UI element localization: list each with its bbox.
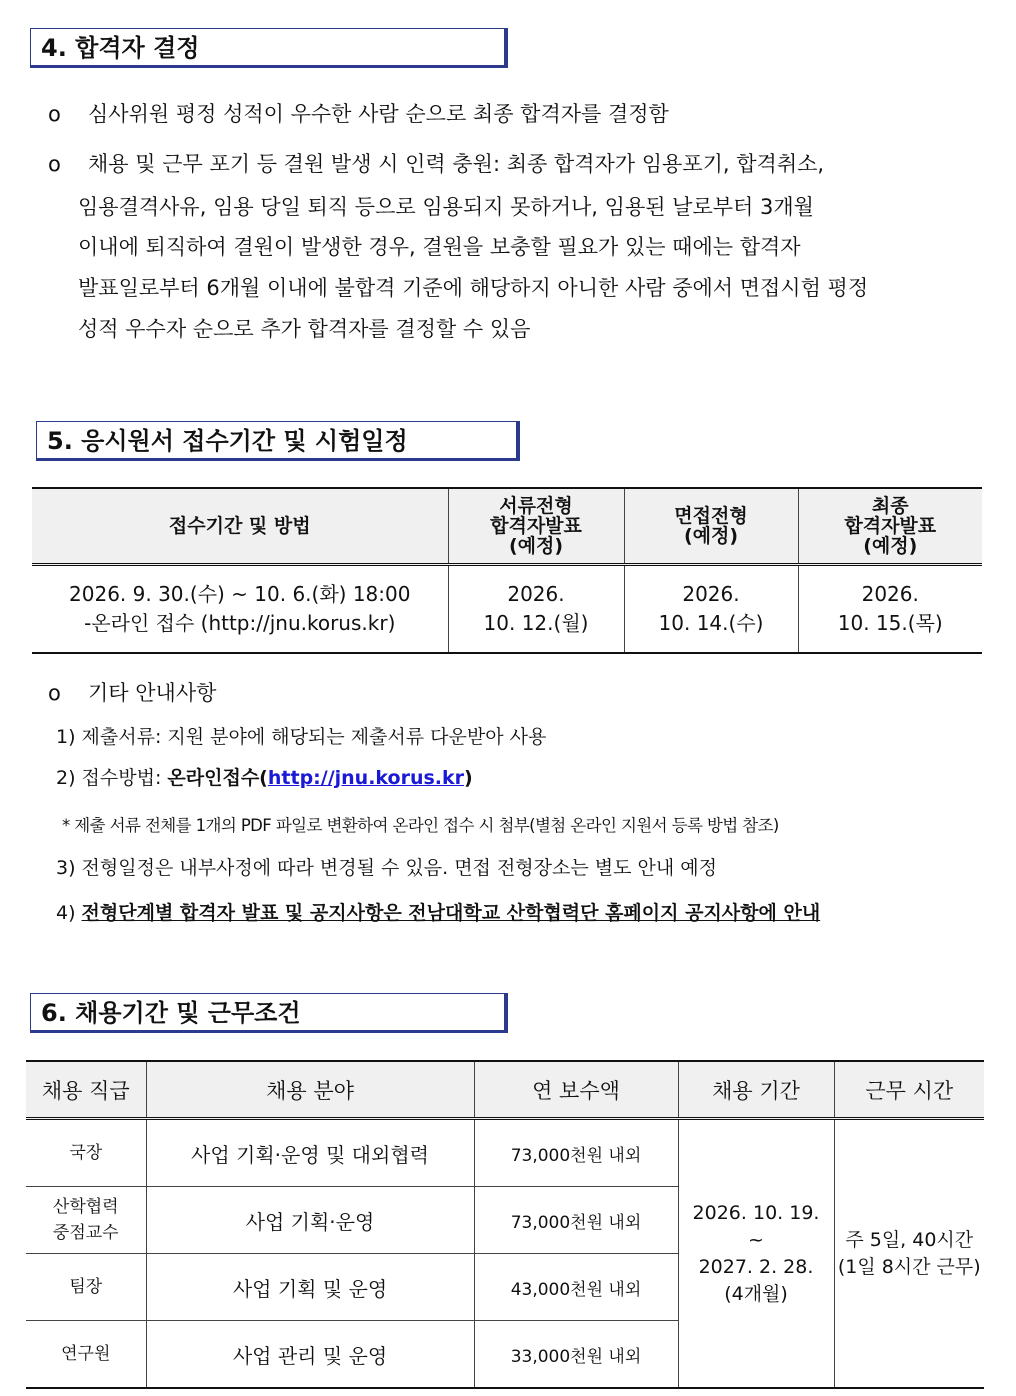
header-document-result: 서류전형 합격자발표 (예정) [448,488,624,565]
section-4-bullet-1 [48,96,669,132]
section-6-title: 6. 채용기간 및 근무조건 [30,993,508,1033]
other-info-title: 기타 안내사항 [88,681,217,705]
info-item-4 [56,898,820,928]
bullet-text-line: 채용 및 근무 포기 등 결원 발생 시 인력 충원: 최종 합격자가 임용포기, 합격취소, [88,152,825,176]
other-info-heading [48,675,216,711]
cell-pay: 73,000천원 내외 [474,1119,678,1187]
header-pay: 연 보수액 [474,1061,678,1119]
bullet-2-line: 발표일로부터 6개월 이내에 불합격 기준에 해당하지 아니한 사람 중에서 면접시험 평정 [78,276,869,300]
header-application-period: 접수기간 및 방법 [168,515,311,537]
cell-pay: 33,000천원 내외 [474,1321,678,1389]
table-row [26,1119,984,1187]
header-final-result: 최종 합격자발표 (예정) [798,488,982,565]
cell-period: 2026. 10. 19. ~ 2027. 2. 28. (4개월) [678,1119,834,1389]
bullet-icon: ο [48,681,61,705]
cell-field: 사업 기획·운영 및 대외협력 [146,1119,474,1187]
section-4-title: 4. 합격자 결정 [30,28,508,68]
cell-field: 사업 기획 및 운영 [146,1254,474,1321]
item-2-close: ) [464,767,473,789]
schedule-header-row [32,488,982,565]
application-link[interactable]: http://jnu.korus.kr [267,767,465,789]
cell-grade: 산학협력 중점교수 [26,1187,146,1254]
cell-hours: 주 5일, 40시간 (1일 8시간 근무) [834,1119,984,1389]
header-interview: 면접전형 (예정) [624,488,798,565]
cell-interview: 2026. 10. 14.(수) [624,565,798,654]
item-2-bold: 온라인접수( [167,767,268,789]
section-5-title: 5. 응시원서 접수기간 및 시험일정 [36,421,520,461]
section-4-bullet-2 [48,146,824,182]
bullet-2-line: 임용결격사유, 임용 당일 퇴직 등으로 임용되지 못하거나, 임용된 날로부터 3개월 [78,195,814,219]
cell-grade: 국장 [26,1119,146,1187]
header-field: 채용 분야 [146,1061,474,1119]
header-hours: 근무 시간 [834,1061,984,1119]
item-2-prefix: 2) 접수방법: [56,767,168,789]
info-item-3: 3) 전형일정은 내부사정에 따라 변경될 수 있음. 면접 전형장소는 별도 안내 예정 [56,857,717,879]
bullet-2-line: 이내에 퇴직하여 결원이 발생한 경우, 결원을 보충할 필요가 있는 때에는 합격자 [78,235,801,259]
item-4-bold: 전형단계별 합격자 발표 및 공지사항은 전남대학교 산학협력단 홈페이지 공지사항에 안내 [81,902,821,924]
cell-pay: 73,000천원 내외 [474,1187,678,1254]
cell-pay: 43,000천원 내외 [474,1254,678,1321]
info-item-2 [56,763,473,793]
cell-field: 사업 기획·운영 [146,1187,474,1254]
info-note: * 제출 서류 전체를 1개의 PDF 파일로 변환하여 온라인 접수 시 첨부(별첨 온라인 지원서 등록 방법 참조) [62,816,779,835]
cell-document-result: 2026. 10. 12.(월) [448,565,624,654]
info-item-1: 1) 제출서류: 지원 분야에 해당되는 제출서류 다운받아 사용 [56,726,547,748]
header-grade: 채용 직급 [26,1061,146,1119]
schedule-table [32,487,982,654]
cell-field: 사업 관리 및 운영 [146,1321,474,1389]
header-period: 채용 기간 [678,1061,834,1119]
cell-application-period: 2026. 9. 30.(수) ~ 10. 6.(화) 18:00 -온라인 접수 (http://jnu.korus.kr) [69,582,411,635]
employment-table [26,1060,984,1389]
cell-grade: 팀장 [26,1254,146,1321]
bullet-icon: ο [48,102,61,126]
bullet-text: 심사위원 평정 성적이 우수한 사람 순으로 최종 합격자를 결정함 [88,102,669,126]
item-4-prefix: 4) [56,902,82,924]
bullet-2-line: 성적 우수자 순으로 추가 합격자를 결정할 수 있음 [78,317,531,341]
schedule-row [32,565,982,654]
cell-grade: 연구원 [26,1321,146,1389]
cell-final-result: 2026. 10. 15.(목) [798,565,982,654]
employment-header-row [26,1061,984,1119]
bullet-icon: ο [48,152,61,176]
